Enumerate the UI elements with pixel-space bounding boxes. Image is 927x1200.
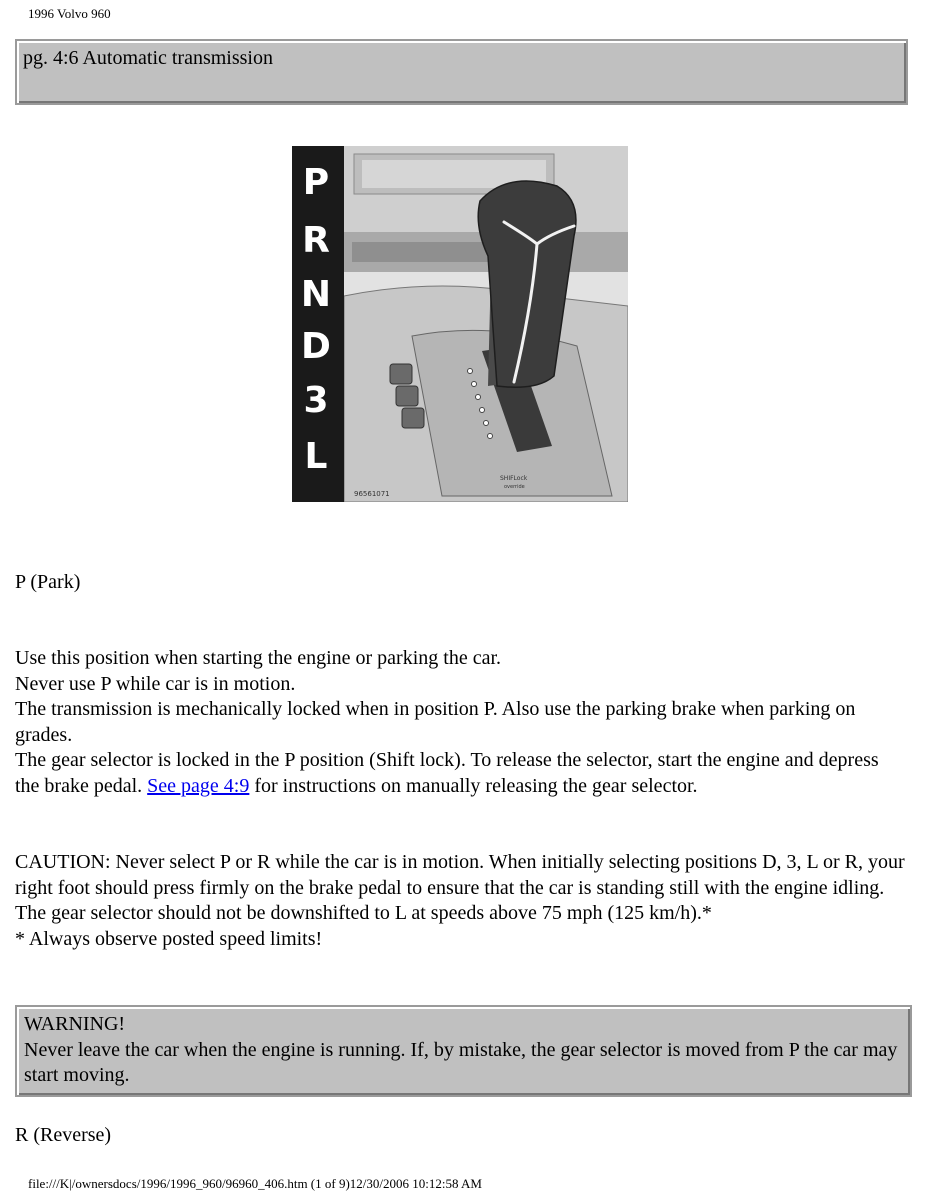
speed-limit-note: * Always observe posted speed limits! [15,927,323,950]
park-line-4-text: The gear selector is locked in the P position (Shift lock). To release the selector, start the engine and depress the brake pedal. [15,749,879,797]
page-title: pg. 4:6 Automatic transmission [23,47,273,69]
park-line-3: The transmission is mechanically locked when in position P. Also use the parking brake when parking on grades. [15,698,856,746]
warning-text: Never leave the car when the engine is running. If, by mistake, the gear selector is moved from P the car may start moving. [24,1038,898,1086]
park-description [15,646,905,799]
image-code: 96561071 [354,490,390,498]
park-line-4-text-end: for instructions on manually releasing the gear selector. [249,774,698,797]
page-title-box [15,39,908,105]
gear-letter-p: P [302,162,330,203]
park-line-2: Never use P while car is in motion. [15,672,296,695]
gear-selector-drawing [292,146,628,502]
document-header: 1996 Volvo 960 [28,6,111,21]
warning-box [15,1005,912,1097]
shiftlock-label: SHIFLock [500,475,528,482]
see-page-link[interactable]: See page 4:9 [147,774,250,797]
file-path-footer: file:///K|/ownersdocs/1996/1996_960/96960_406.htm (1 of 9)12/30/2006 10:12:58 AM [28,1176,482,1191]
gear-letter-r: R [302,220,330,261]
warning-title: WARNING! [24,1013,126,1035]
park-line-4 [15,748,905,799]
gear-selector-illustration [292,146,628,502]
gear-letter-3: 3 [303,380,329,421]
caution-block [15,850,905,952]
caution-text: CAUTION: Never select P or R while the car is in motion. When initially selecting positions D, 3, L or R, your right foot should press firmly on the brake pedal to ensure that the car is standing still with the engine idling. The gear selector should not be downshifted to L at speeds above 75 mph (125 km/h).* [15,851,905,924]
park-line-1: Use this position when starting the engine or parking the car. [15,647,502,669]
gear-letter-n: N [300,274,332,315]
reverse-heading: R (Reverse) [15,1124,112,1146]
park-heading: P (Park) [15,571,81,593]
override-label: override [504,484,525,490]
gear-letter-l: L [304,436,328,477]
gear-letter-d: D [301,326,331,367]
